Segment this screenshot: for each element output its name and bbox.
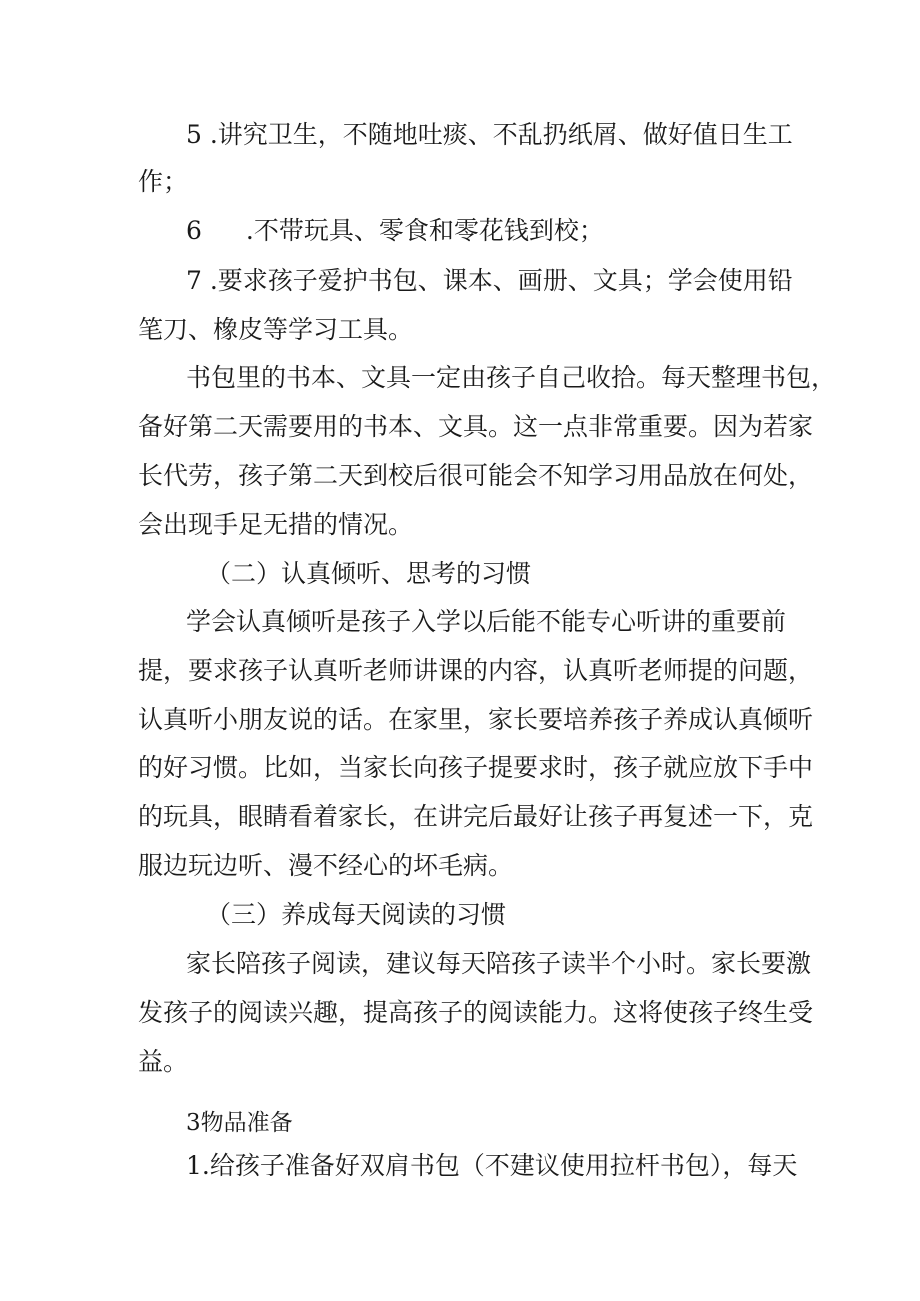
- paragraph-line: 会出现手足无措的情况。: [138, 510, 414, 539]
- paragraph-line: 长代劳，孩子第二天到校后很可能会不知学习用品放在何处，: [138, 461, 814, 490]
- list-item-7: [186, 264, 793, 298]
- paragraph-line: 认真听小朋友说的话。在家里，家长要培养孩子养成认真倾听: [138, 705, 814, 734]
- item-number: 7: [186, 266, 202, 295]
- item-number: 5: [186, 120, 202, 149]
- section-heading-3: （三）养成每天阅读的习惯: [206, 900, 507, 929]
- item-text: .讲究卫生，不随地吐痰、不乱扔纸屑、做好值日生工: [209, 120, 793, 149]
- list-item-5: [186, 118, 793, 152]
- item-text: .要求孩子爱护书包、课本、画册、文具；学会使用铅: [209, 266, 793, 295]
- paragraph-line: 发孩子的阅读兴趣，提高孩子的阅读能力。这将使孩子终生受: [138, 998, 814, 1027]
- paragraph-line: 备好第二天需要用的书本、文具。这一点非常重要。因为若家: [138, 412, 814, 441]
- section-title-3: 3物品准备: [186, 1110, 293, 1136]
- item-text: .不带玩具、零食和零花钱到校；: [245, 216, 604, 245]
- list-item-6: [186, 214, 604, 248]
- paragraph-line: 家长陪孩子阅读，建议每天陪孩子读半个小时。家长要激: [186, 949, 812, 978]
- paragraph-line: 益。: [138, 1047, 189, 1076]
- paragraph-line: 提，要求孩子认真听老师讲课的内容，认真听老师提的问题，: [138, 656, 814, 685]
- list-item-5-continuation: 作；: [138, 167, 189, 196]
- paragraph-line: 书包里的书本、文具一定由孩子自己收拾。每天整理书包，: [186, 363, 837, 392]
- item-number: 6: [186, 216, 202, 245]
- paragraph-line: 服边玩边听、漫不经心的坏毛病。: [138, 851, 514, 880]
- paragraph-line: 的玩具，眼睛看着家长，在讲完后最好让孩子再复述一下，克: [138, 802, 814, 831]
- section-heading-2: （二）认真倾听、思考的习惯: [206, 559, 532, 588]
- list-item-1: 1.给孩子准备好双肩书包（不建议使用拉杆书包），每天: [186, 1151, 798, 1180]
- paragraph-line: 学会认真倾听是孩子入学以后能不能专心听讲的重要前: [186, 607, 787, 636]
- list-item-7-continuation: 笔刀、橡皮等学习工具。: [138, 315, 414, 344]
- paragraph-line: 的好习惯。比如，当家长向孩子提要求时，孩子就应放下手中: [138, 753, 814, 782]
